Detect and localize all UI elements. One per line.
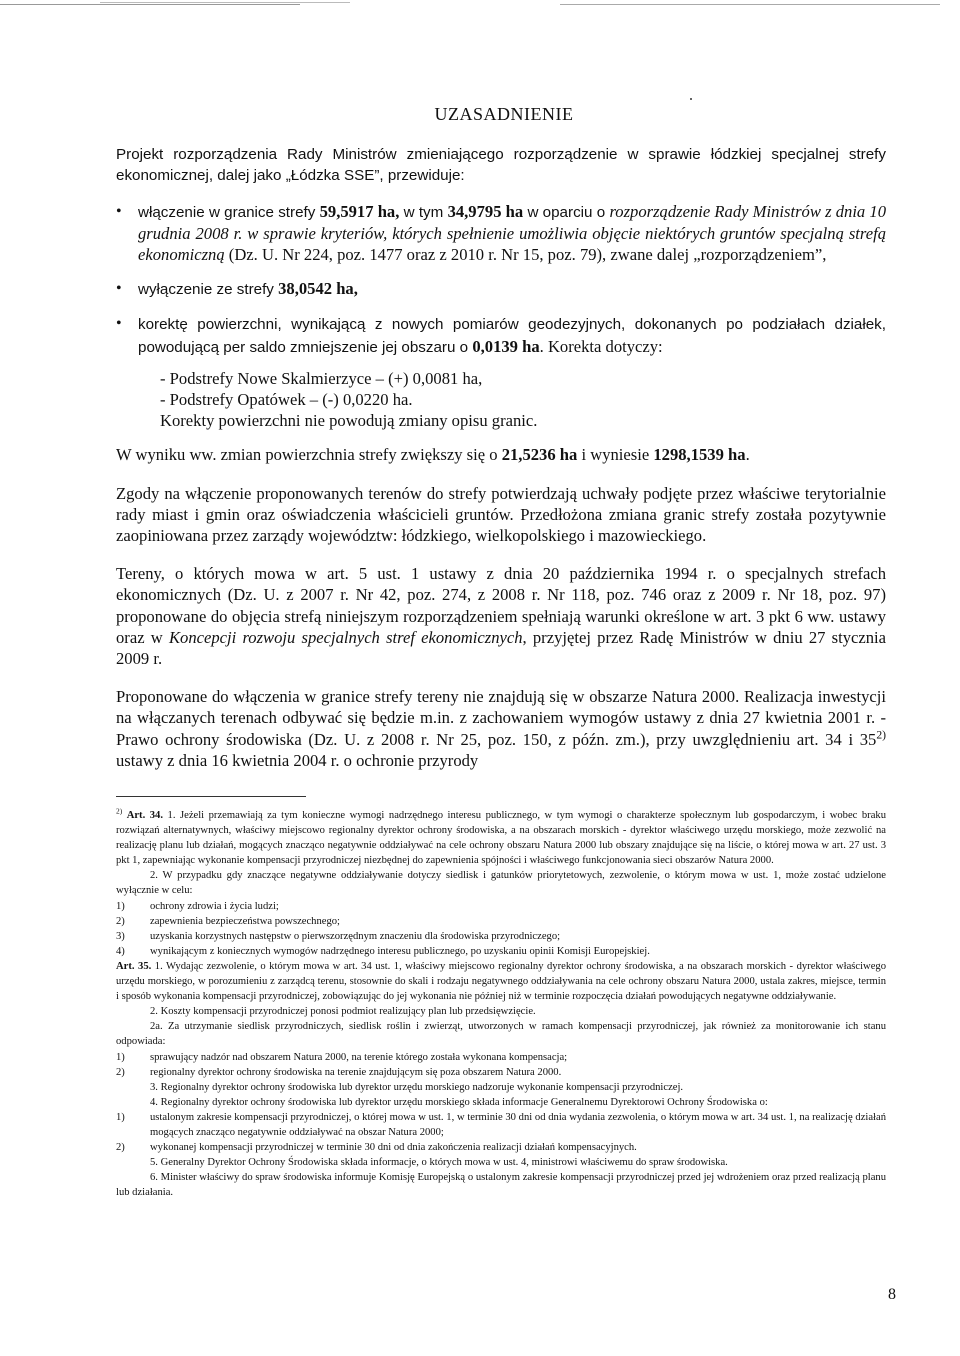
- footnote-list-item: 2) wykonanej kompensacji przyrodniczej w terminie 30 dni od dnia zakończenia realizacji działań kompensacyjnych.: [116, 1142, 637, 1154]
- correction-line: - Podstrefy Nowe Skalmierzyce – (+) 0,0081 ha,: [160, 368, 483, 388]
- page-title: UZASADNIENIE: [434, 104, 574, 124]
- footnote-art35-p2a: 2a. Za utrzymanie siedlisk przyrodniczych, siedlisk roślin i zwierząt, utworzonych w ramach kompensacji przyrodniczej, jak również za monitorowanie ich stanu odpowiada:: [116, 1021, 886, 1048]
- consent-paragraph: Zgody na włączenie proponowanych terenów do strefy potwierdzają uchwały podjęte przez właściwe terytorialnie rady miast i gmin oraz oświadczenia właścicieli gruntów. Przedłożona zmiana granic strefy została pozytywnie zaopiniowana przez zarządy województw: łódzkiego, wielkopolskiego i mazowieckiego.: [116, 483, 886, 546]
- scan-speck: [690, 98, 692, 100]
- regulation-title: rozporządzenie Rady Ministrów z dnia 10 grudnia 2008 r. w sprawie kryteriów, których spełnienie umożliwia objęcie niektórych gruntów specjalną strefą ekonomiczną: [138, 201, 886, 265]
- terrain-paragraph: Tereny, o których mowa w art. 5 ust. 1 ustawy z dnia 20 października 1994 r. o specjalnych strefach ekonomicznych (Dz. U. z 2007 r. Nr 42, poz. 274, z 2008 r. Nr 118, poz. 746 oraz z 2009 r. Nr 18, poz. 97) proponowane do objęcia strefą niniejszym rozporządzeniem spełniają warunki określone w art. 3 pkt 6 ww. ustawy oraz w Koncepcji rozwoju specjalnych stref ekonomicznych, przyjętej przez Radę Ministrów w dniu 27 stycznia 2009 r.: [116, 564, 886, 669]
- footnote-list-item: 4) wynikającym z koniecznych wymogów nadrzędnego interesu publicznego, po uzyskaniu opinii Komisji Europejskiej.: [116, 945, 650, 957]
- changes-list: [116, 201, 886, 432]
- footnote-list-item: 2) zapewnienia bezpieczeństwa powszechnego;: [116, 915, 341, 927]
- footnote: [116, 808, 886, 1200]
- footnote-reference: 2): [876, 728, 886, 742]
- list-item-correction: • korektę powierzchni, wynikającą z nowych pomiarów geodezyjnych, dokonanych po podziałach działek, powodującą per saldo zmniejszenie jej obszaru o 0,0139 ha. Korekta dotyczy: - Podstrefy Nowe Skalmierzyce – (+) 0,0081 ha, - Podstrefy Opatówek – (-) 0,0220 ha. Korekty powierzchni nie powodują zmiany opisu granic.: [116, 313, 886, 431]
- footnote-list-item: 2) regionalny dyrektor ochrony środowiska na terenie znajdującym się poza obszarem Natura 2000.: [116, 1066, 562, 1078]
- footnote-art34-p1: $^{2)}$ Art. 34. 1. Jeżeli przemawiają za tym konieczne wymogi nadrzędnego interesu publicznego, w tym wymogi o charakterze społecznym lub gospodarczym, i wobec braku rozwiązań alternatywnych, właściwy miejscowo regionalny dyrektor ochrony środowiska, a na obszarach morskich - dyrektor właściwego urzędu morskiego, może zezwolić na realizację planu lub działań, mogących znacząco negatywnie oddziaływać na cele ochrony obszaru Natura 2000 lub obszary znajdujące się na liście, o której mowa w art. 27 ust. 3 pkt 1, zapewniając wykonanie kompensacji przyrodniczej niezbędnej do zapewnienia spójności i właściwego funkcjonowania sieci obszarów Natura 2000.: [116, 806, 886, 867]
- correction-line: Korekty powierzchni nie powodują zmiany opisu granic.: [160, 411, 538, 431]
- footnote-art35-p5: 5. Generalny Dyrektor Ochrony Środowiska składa informacje, o których mowa w ust. 4, ministrowi właściwemu do spraw środowiska.: [150, 1157, 728, 1169]
- scan-top-edge: [0, 0, 960, 8]
- footnote-separator: [116, 796, 306, 797]
- footnote-art35-p1: Art. 35. 1. Wydając zezwolenie, o którym mowa w art. 34 ust. 1, właściwy miejscowo regionalny dyrektor ochrony środowiska, a na obszarach morskich - dyrektor właściwego urzędu morskiego, w porozumieniu z zarządcą terenu, stosownie do skali i rodzaju negatywnego oddziaływania na cele ochrony obszaru Natura 2000, ustala zakres, miejsce, termin i sposób wykonania kompensacji przyrodniczej, zobowiązując do jej wykonania nie później niż w terminie rozpoczęcia działań powodujących negatywne oddziaływanie.: [116, 960, 886, 1003]
- correction-details: [138, 368, 886, 432]
- correction-line: - Podstrefy Opatówek – (-) 0,0220 ha.: [160, 390, 413, 410]
- page-number: 8: [888, 1286, 896, 1303]
- footnote-list-item: 1) sprawujący nadzór nad obszarem Natura 2000, na terenie którego została wykonana kompensacja;: [116, 1051, 568, 1063]
- list-item-inclusion: • włączenie w granice strefy 59,5917 ha, w tym 34,9795 ha w oparciu o rozporządzenie Rady Ministrów z dnia 10 grudnia 2008 r. w sprawie kryteriów, których spełnienie umożliwia objęcie niektórych gruntów specjalną strefą ekonomiczną (Dz. U. Nr 224, poz. 1477 oraz z 2010 r. Nr 15, poz. 79), zwane dalej „rozporządzeniem”,: [116, 201, 886, 266]
- footnote-art35-p4: 4. Regionalny dyrektor ochrony środowiska lub dyrektor urzędu morskiego składa informacje Generalnemu Dyrektorowi Ochrony Środowiska o:: [150, 1096, 768, 1108]
- footnote-list-item: 3) uzyskania korzystnych następstw o pierwszorzędnym znaczeniu dla środowiska przyrodniczego;: [116, 930, 561, 942]
- intro-paragraph: Projekt rozporządzenia Rady Ministrów zmieniającego rozporządzenie w sprawie łódzkiej specjalnej strefy ekonomicznej, dalej jako „Łódzka SSE”, przewiduje:: [116, 146, 886, 185]
- list-item-exclusion: • wyłączenie ze strefy 38,0542 ha,: [116, 278, 886, 300]
- natura-paragraph: Proponowane do włączenia w granice strefy tereny nie znajdują się w obszarze Natura 2000. Realizacja inwestycji na włączanych terenach odbywać się będzie m.in. z zachowaniem wymogów ustawy z dnia 27 kwietnia 2001 r. - Prawo ochrony środowiska (Dz. U. z 2008 r. Nr 25, poz. 150, z późn. zm.), przy uwzględnieniu art. 34 i 35$^{2)}$ ustawy z dnia 16 kwietnia 2004 r. o ochronie przyrody: [116, 687, 886, 770]
- footnote-art35-p2: 2. Koszty kompensacji przyrodniczej ponosi podmiot realizujący plan lub przedsięwzięcie.: [150, 1006, 536, 1018]
- result-paragraph: W wyniku ww. zmian powierzchnia strefy zwiększy się o 21,5236 ha i wyniesie 1298,1539 ha.: [116, 445, 750, 465]
- footnote-art34-p2: 2. W przypadku gdy znaczące negatywne oddziaływanie dotyczy siedlisk i gatunków priorytetowych, zezwolenie, o którym mowa w ust. 1, może zostać udzielone wyłącznie w celu:: [116, 870, 886, 897]
- footnote-list-item: 1) ochrony zdrowia i życia ludzi;: [116, 900, 279, 912]
- footnote-list-item: 1) ustalonym zakresie kompensacji przyrodniczej, o której mowa w ust. 1, w terminie 30 dni od dnia wydania zezwolenia, o którym mowa w art. 34 ust. 1, na realizację działań mogących znacząco negatywnie oddziaływać na obszar Natura 2000;: [116, 1111, 886, 1138]
- footnote-art35-p3: 3. Regionalny dyrektor ochrony środowiska lub dyrektor urzędu morskiego nadzoruje wykonanie kompensacji przyrodniczej.: [150, 1081, 684, 1093]
- footnote-art35-p6: 6. Minister właściwy do spraw środowiska informuje Komisję Europejską o ustalonym zakresie kompensacji przyrodniczej przed jej wdrożeniem oraz przed realizacją planu lub działania.: [116, 1172, 886, 1199]
- document-body: [116, 104, 886, 771]
